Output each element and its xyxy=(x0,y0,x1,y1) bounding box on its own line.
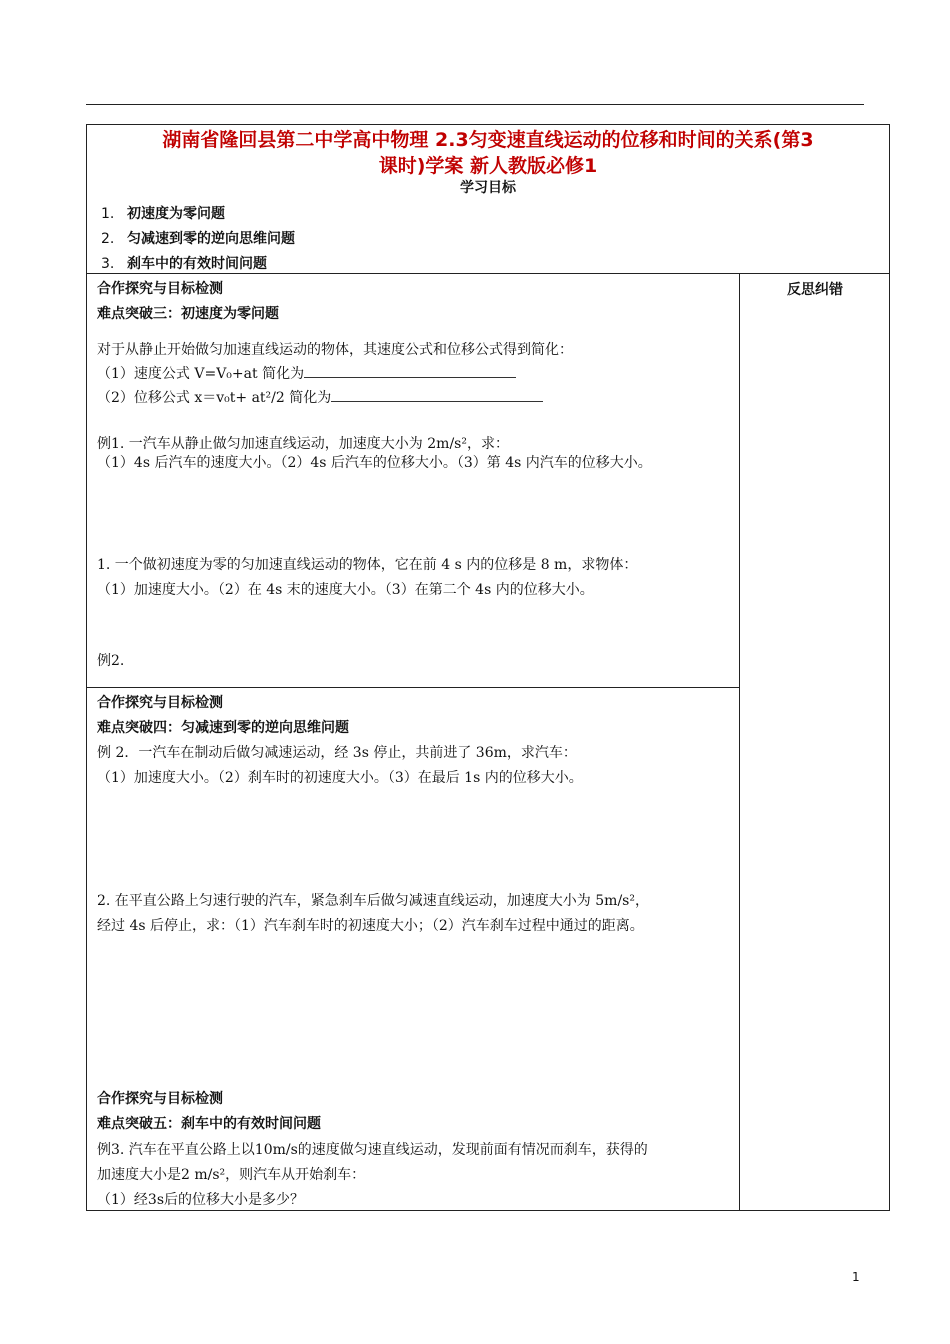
problem1-line-2: （1）加速度大小。（2）在 4s 末的速度大小。（3）在第二个 4s 内的位移大小。 xyxy=(97,582,594,598)
example2-label: 例2. xyxy=(97,653,125,669)
column-divider xyxy=(739,273,740,1211)
example2-line-2: （1）加速度大小。（2）刹车时的初速度大小。（3）在最后 1s 内的位移大小。 xyxy=(97,770,583,786)
title-line-1: 湖南省隆回县第二中学高中物理 2.3匀变速直线运动的位移和时间的关系(第3 xyxy=(162,129,814,151)
objective-number: 3. xyxy=(101,256,115,272)
example2-line-1: 例 2．一汽车在制动后做匀减速运动，经 3s 停止，共前进了 36m，求汽车： xyxy=(97,745,577,761)
formula1-text: （1）速度公式 V=V₀+at 简化为 xyxy=(97,366,305,382)
formula1-blank[interactable] xyxy=(304,365,516,378)
formula2-blank[interactable] xyxy=(331,389,543,402)
section1-heading: 合作探究与目标检测 xyxy=(97,281,223,297)
objective-number: 1. xyxy=(101,206,115,222)
objective-item xyxy=(101,203,225,223)
section2-heading: 合作探究与目标检测 xyxy=(97,695,223,711)
problem1-line-1: 1. 一个做初速度为零的匀加速直线运动的物体，它在前 4 s 内的位移是 8 m，求物体： xyxy=(97,557,638,573)
example1-line-2: （1）4s 后汽车的速度大小。（2）4s 后汽车的位移大小。（3）第 4s 内汽车的位移大小。 xyxy=(97,455,652,471)
section2-subheading: 难点突破四：匀减速到零的逆向思维问题 xyxy=(97,720,349,736)
section3-subheading: 难点突破五：刹车中的有效时间问题 xyxy=(97,1116,321,1132)
example3-line-1: 例3. 汽车在平直公路上以10m/s的速度做匀速直线运动，发现前面有情况而刹车，获得的 xyxy=(97,1142,648,1158)
objectives-heading: 学习目标 xyxy=(460,180,516,196)
reflection-heading: 反思纠错 xyxy=(787,282,843,298)
document-title xyxy=(87,127,889,179)
example3-line-3: （1）经3s后的位移大小是多少？ xyxy=(97,1192,304,1208)
formula2-line xyxy=(97,387,543,407)
row-divider xyxy=(87,687,739,688)
example3-line-2: 加速度大小是2 m/s²，则汽车从开始刹车： xyxy=(97,1167,366,1183)
problem2-line-1: 2. 在平直公路上匀速行驶的汽车，紧急刹车后做匀减速直线运动，加速度大小为 5m/s²， xyxy=(97,893,649,909)
objective-text: 刹车中的有效时间问题 xyxy=(127,256,267,272)
formula1-line xyxy=(97,363,516,383)
objective-text: 匀减速到零的逆向思维问题 xyxy=(127,231,295,247)
objective-number: 2. xyxy=(101,231,115,247)
worksheet-table xyxy=(86,124,890,1211)
objective-item xyxy=(101,253,267,273)
section1-intro: 对于从静止开始做匀加速直线运动的物体，其速度公式和位移公式得到简化： xyxy=(97,342,573,358)
row-divider xyxy=(87,273,889,274)
title-line-2: 课时)学案 新人教版必修1 xyxy=(378,155,598,177)
formula2-text: （2）位移公式 x＝v₀t+ at²/2 简化为 xyxy=(97,390,332,406)
objective-item xyxy=(101,228,295,248)
header-rule xyxy=(86,104,864,105)
section1-subheading: 难点突破三：初速度为零问题 xyxy=(97,306,279,322)
example1-line-1: 例1. 一汽车从静止做匀加速直线运动，加速度大小为 2m/s²，求： xyxy=(97,436,509,452)
section3-heading: 合作探究与目标检测 xyxy=(97,1091,223,1107)
problem2-line-2: 经过 4s 后停止，求：（1）汽车刹车时的初速度大小；（2）汽车刹车过程中通过的距离。 xyxy=(97,918,644,934)
page-number: 1 xyxy=(852,1270,860,1284)
objective-text: 初速度为零问题 xyxy=(127,206,225,222)
